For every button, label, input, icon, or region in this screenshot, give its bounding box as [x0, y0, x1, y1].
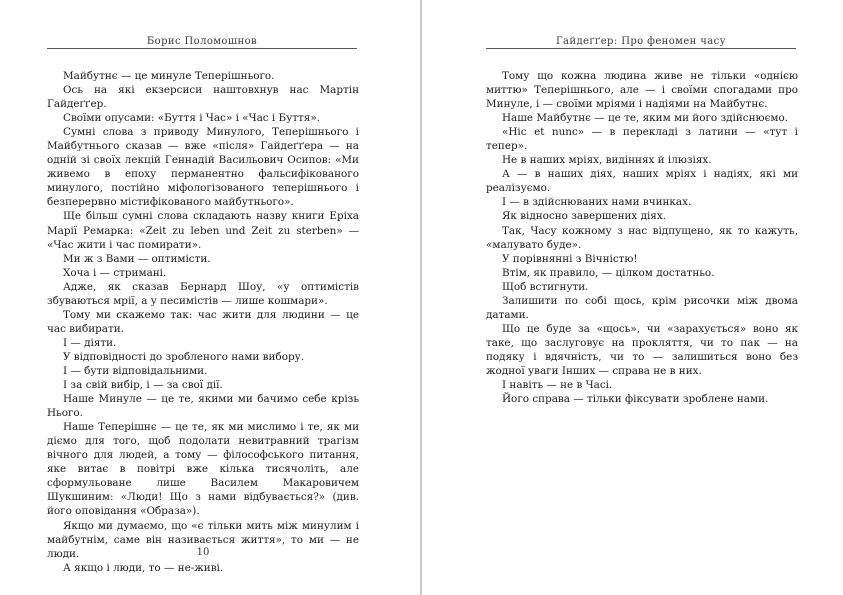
running-head-author: Борис Поломошнов [146, 36, 258, 47]
paragraph: У відповідності до зробленого нами вибору. [63, 350, 305, 363]
paragraph: Своїми опусами: «Буття і Час» і «Час і Буття». [63, 112, 321, 125]
right-body-text [486, 69, 798, 406]
page-number: 10 [196, 547, 210, 558]
paragraph: Втім, як правило, — цілком достатньо. [502, 266, 715, 279]
paragraph: Тому що кожна людина живе не тільки «однією миттю» Теперішнього, але — і своїми спогадами про Минуле, і — своїми мріями і надіями на Майбутнє. [486, 70, 798, 111]
paragraph: Ще більш сумні слова складають назву книги Еріха Марії Ремарка: «Zeit zu leben und Zeit zu sterben» — «Час жити і час помирати». [47, 210, 359, 251]
paragraph: І — бути відповідальними. [63, 364, 208, 377]
right-page [422, 0, 843, 595]
paragraph: У порівнянні з Вічністю! [502, 252, 638, 265]
paragraph: Ми ж з Вами — оптимісти. [63, 252, 211, 265]
paragraph: Майбутнє — це минуле Теперішнього. [63, 70, 275, 82]
paragraph: Що це буде за «щось», чи «зарахується» воно як таке, що заслуговує на прокляття, чи то пак — на подяку і вдячність, чи то — залишиться воно без жодної уваги Інших — справа не в них. [486, 322, 798, 377]
paragraph: Якщо ми думаємо, що «є тільки мить між минулим і майбутнім, саме він називається життя», то ми — не люди. [47, 519, 359, 560]
paragraph: І — діяти. [63, 336, 117, 349]
left-page [0, 0, 421, 595]
paragraph: Тому ми скажемо так: час жити для людини — це час вибирати. [47, 308, 359, 335]
paragraph: Наше Теперішнє — це те, як ми мислимо і те, як ми діємо для того, щоб подолати невитравний трагізм вічного для людей, а тому — філософського питання, яке витає в повітрі вже кілька тисячоліть, але сформульоване лише Василем Макаровичем Шукшиним: «Люди! Що з нами відбувається?» (див. його оповідання «Образа»). [47, 421, 359, 518]
header-rule [47, 48, 357, 49]
paragraph: Наше Минуле — це те, якими ми бачимо себе крізь Нього. [47, 393, 359, 420]
paragraph: Так, Часу кожному з нас відпущено, як то кажуть, «малувато буде». [486, 224, 798, 251]
paragraph: Адже, як сказав Бернард Шоу, «у оптимістів збуваються мрії, а у песимістів — лише кошмари». [47, 280, 359, 307]
paragraph: А якщо і люди, то — не-живі. [63, 561, 224, 574]
paragraph: Сумні слова з приводу Минулого, Теперішнього і Майбутнього сказав — вже «після» Гайдеґґера — на одній зі своїх лекцій Геннадій Васильович Осипов: «Ми живемо в епоху перманентно фальсифікованого минулого, постійно міфологізованого теперішнього і безперервно містифікованого майбутнього». [47, 126, 359, 209]
paragraph: І за свій вибір, і — за свої дії. [63, 379, 223, 392]
paragraph: Як відносно завершених діях. [502, 210, 667, 223]
paragraph: «Hic et nunc» — в перекладі з латини — «тут і тепер». [486, 126, 798, 153]
paragraph: Його справа — тільки фіксувати зроблене нами. [502, 393, 769, 406]
paragraph: Ось на які екзерсиси наштовхнув нас Мартін Гайдеґґер. [47, 84, 359, 111]
paragraph: Хоча і — стримані. [63, 266, 167, 279]
header-rule [486, 48, 796, 49]
paragraph: І навіть — не в Часі. [502, 379, 613, 392]
paragraph: А — в наших діях, наших мріях і надіях, які ми реалізуємо. [486, 168, 798, 195]
paragraph: Не в наших мріях, видіннях й ілюзіях. [502, 154, 712, 167]
left-body-text [47, 69, 359, 575]
paragraph: Наше Майбутнє — це те, яким ми його здійснюємо. [502, 112, 789, 125]
paragraph: І — в здійснюваних нами вчинках. [502, 196, 692, 209]
paragraph: Залишити по собі щось, крім рисочки між двома датами. [486, 294, 798, 321]
running-head-title: Гайдеґґер: Про феномен часу [556, 36, 726, 47]
paragraph: Щоб встигнути. [502, 280, 589, 293]
